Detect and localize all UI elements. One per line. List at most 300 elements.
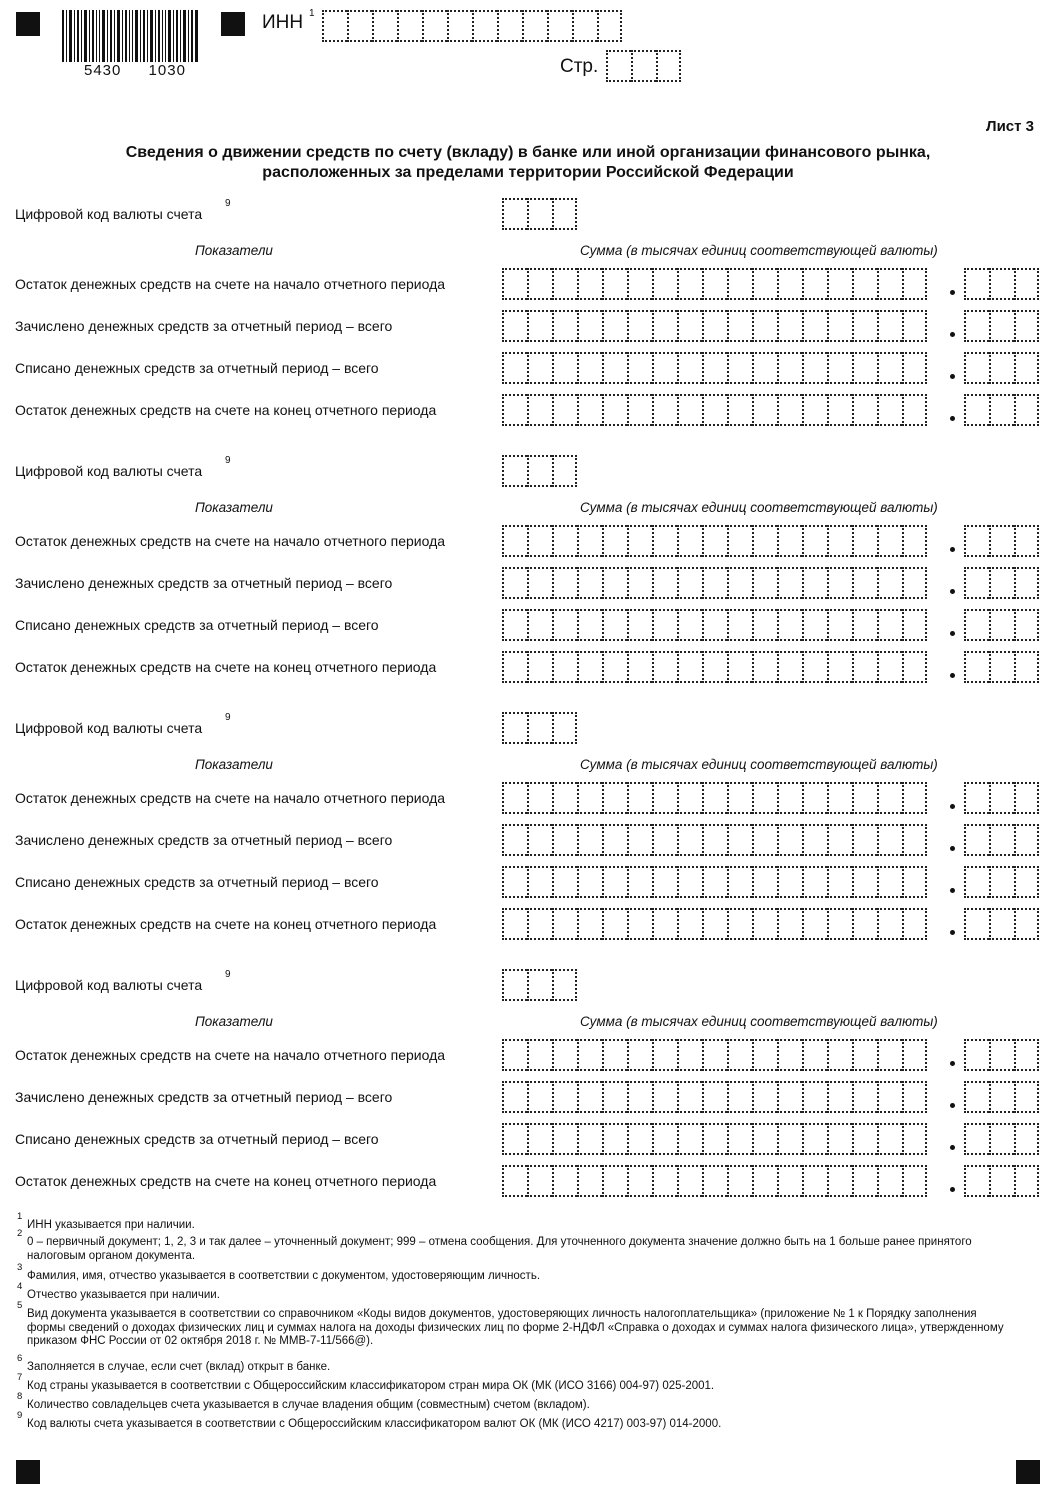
char-cell[interactable]: [752, 1081, 777, 1113]
char-cell[interactable]: [602, 310, 627, 342]
char-cell[interactable]: [702, 1039, 727, 1071]
char-cell[interactable]: [964, 1123, 989, 1155]
char-cell[interactable]: [472, 10, 497, 42]
char-cell[interactable]: [877, 609, 902, 641]
char-cell[interactable]: [877, 824, 902, 856]
char-cell[interactable]: [502, 310, 527, 342]
char-cell[interactable]: [827, 394, 852, 426]
char-cell[interactable]: [572, 10, 597, 42]
char-cell[interactable]: [527, 567, 552, 599]
char-cell[interactable]: [502, 712, 527, 744]
char-cell[interactable]: [727, 866, 752, 898]
char-cell[interactable]: [727, 394, 752, 426]
char-cell[interactable]: [727, 1123, 752, 1155]
amount-fraction-field[interactable]: [964, 824, 1039, 856]
char-cell[interactable]: [1014, 1165, 1039, 1197]
char-cell[interactable]: [677, 394, 702, 426]
char-cell[interactable]: [652, 525, 677, 557]
char-cell[interactable]: [802, 1039, 827, 1071]
char-cell[interactable]: [777, 866, 802, 898]
char-cell[interactable]: [1014, 1081, 1039, 1113]
char-cell[interactable]: [602, 525, 627, 557]
amount-fraction-field[interactable]: [964, 1081, 1039, 1113]
char-cell[interactable]: [827, 651, 852, 683]
char-cell[interactable]: [497, 10, 522, 42]
char-cell[interactable]: [702, 609, 727, 641]
amount-fraction-field[interactable]: [964, 1039, 1039, 1071]
char-cell[interactable]: [852, 310, 877, 342]
amount-integer-field[interactable]: [502, 651, 927, 683]
char-cell[interactable]: [677, 1039, 702, 1071]
char-cell[interactable]: [527, 908, 552, 940]
char-cell[interactable]: [777, 310, 802, 342]
char-cell[interactable]: [964, 1039, 989, 1071]
char-cell[interactable]: [677, 824, 702, 856]
char-cell[interactable]: [602, 352, 627, 384]
char-cell[interactable]: [802, 567, 827, 599]
char-cell[interactable]: [702, 824, 727, 856]
char-cell[interactable]: [577, 1123, 602, 1155]
char-cell[interactable]: [877, 866, 902, 898]
char-cell[interactable]: [827, 1123, 852, 1155]
char-cell[interactable]: [727, 782, 752, 814]
char-cell[interactable]: [502, 567, 527, 599]
char-cell[interactable]: [597, 10, 622, 42]
char-cell[interactable]: [552, 567, 577, 599]
char-cell[interactable]: [1014, 908, 1039, 940]
char-cell[interactable]: [852, 908, 877, 940]
char-cell[interactable]: [727, 908, 752, 940]
char-cell[interactable]: [964, 609, 989, 641]
char-cell[interactable]: [502, 609, 527, 641]
char-cell[interactable]: [802, 824, 827, 856]
amount-fraction-field[interactable]: [964, 609, 1039, 641]
char-cell[interactable]: [652, 1039, 677, 1071]
char-cell[interactable]: [727, 824, 752, 856]
char-cell[interactable]: [802, 1081, 827, 1113]
char-cell[interactable]: [964, 1081, 989, 1113]
char-cell[interactable]: [552, 352, 577, 384]
char-cell[interactable]: [989, 567, 1014, 599]
char-cell[interactable]: [527, 1123, 552, 1155]
char-cell[interactable]: [877, 651, 902, 683]
amount-fraction-field[interactable]: [964, 394, 1039, 426]
char-cell[interactable]: [902, 352, 927, 384]
char-cell[interactable]: [527, 310, 552, 342]
char-cell[interactable]: [902, 1081, 927, 1113]
char-cell[interactable]: [989, 1039, 1014, 1071]
char-cell[interactable]: [827, 525, 852, 557]
char-cell[interactable]: [502, 352, 527, 384]
char-cell[interactable]: [577, 609, 602, 641]
char-cell[interactable]: [964, 394, 989, 426]
char-cell[interactable]: [902, 394, 927, 426]
char-cell[interactable]: [902, 908, 927, 940]
char-cell[interactable]: [827, 782, 852, 814]
char-cell[interactable]: [577, 651, 602, 683]
char-cell[interactable]: [777, 268, 802, 300]
char-cell[interactable]: [877, 1165, 902, 1197]
char-cell[interactable]: [322, 10, 347, 42]
char-cell[interactable]: [777, 824, 802, 856]
char-cell[interactable]: [522, 10, 547, 42]
char-cell[interactable]: [989, 651, 1014, 683]
char-cell[interactable]: [989, 782, 1014, 814]
char-cell[interactable]: [902, 609, 927, 641]
page-number-field[interactable]: [606, 50, 681, 82]
amount-integer-field[interactable]: [502, 1123, 927, 1155]
char-cell[interactable]: [752, 310, 777, 342]
amount-fraction-field[interactable]: [964, 1123, 1039, 1155]
char-cell[interactable]: [602, 567, 627, 599]
char-cell[interactable]: [422, 10, 447, 42]
char-cell[interactable]: [827, 310, 852, 342]
char-cell[interactable]: [964, 908, 989, 940]
char-cell[interactable]: [527, 824, 552, 856]
char-cell[interactable]: [652, 866, 677, 898]
amount-integer-field[interactable]: [502, 1039, 927, 1071]
currency-code-field[interactable]: [502, 969, 577, 1001]
char-cell[interactable]: [627, 866, 652, 898]
char-cell[interactable]: [602, 1165, 627, 1197]
char-cell[interactable]: [964, 651, 989, 683]
char-cell[interactable]: [577, 394, 602, 426]
char-cell[interactable]: [827, 1165, 852, 1197]
char-cell[interactable]: [727, 310, 752, 342]
char-cell[interactable]: [1014, 352, 1039, 384]
char-cell[interactable]: [677, 352, 702, 384]
char-cell[interactable]: [902, 525, 927, 557]
char-cell[interactable]: [627, 268, 652, 300]
amount-integer-field[interactable]: [502, 908, 927, 940]
char-cell[interactable]: [552, 394, 577, 426]
char-cell[interactable]: [577, 525, 602, 557]
char-cell[interactable]: [502, 455, 527, 487]
char-cell[interactable]: [677, 525, 702, 557]
char-cell[interactable]: [577, 310, 602, 342]
char-cell[interactable]: [902, 1165, 927, 1197]
char-cell[interactable]: [802, 310, 827, 342]
char-cell[interactable]: [752, 1039, 777, 1071]
char-cell[interactable]: [627, 782, 652, 814]
char-cell[interactable]: [677, 651, 702, 683]
char-cell[interactable]: [1014, 1039, 1039, 1071]
amount-integer-field[interactable]: [502, 525, 927, 557]
currency-code-field[interactable]: [502, 455, 577, 487]
char-cell[interactable]: [802, 866, 827, 898]
char-cell[interactable]: [552, 525, 577, 557]
char-cell[interactable]: [1014, 268, 1039, 300]
char-cell[interactable]: [902, 310, 927, 342]
char-cell[interactable]: [802, 609, 827, 641]
char-cell[interactable]: [989, 1123, 1014, 1155]
char-cell[interactable]: [1014, 525, 1039, 557]
char-cell[interactable]: [989, 310, 1014, 342]
char-cell[interactable]: [502, 651, 527, 683]
char-cell[interactable]: [602, 268, 627, 300]
char-cell[interactable]: [827, 567, 852, 599]
char-cell[interactable]: [397, 10, 422, 42]
char-cell[interactable]: [527, 268, 552, 300]
char-cell[interactable]: [627, 352, 652, 384]
char-cell[interactable]: [702, 310, 727, 342]
char-cell[interactable]: [527, 969, 552, 1001]
char-cell[interactable]: [777, 782, 802, 814]
char-cell[interactable]: [552, 268, 577, 300]
char-cell[interactable]: [852, 525, 877, 557]
char-cell[interactable]: [502, 1123, 527, 1155]
char-cell[interactable]: [552, 455, 577, 487]
char-cell[interactable]: [627, 651, 652, 683]
char-cell[interactable]: [502, 268, 527, 300]
char-cell[interactable]: [752, 567, 777, 599]
char-cell[interactable]: [752, 352, 777, 384]
char-cell[interactable]: [827, 824, 852, 856]
char-cell[interactable]: [852, 782, 877, 814]
char-cell[interactable]: [552, 651, 577, 683]
char-cell[interactable]: [677, 609, 702, 641]
char-cell[interactable]: [777, 567, 802, 599]
char-cell[interactable]: [652, 908, 677, 940]
char-cell[interactable]: [627, 525, 652, 557]
char-cell[interactable]: [964, 1165, 989, 1197]
char-cell[interactable]: [877, 1039, 902, 1071]
char-cell[interactable]: [447, 10, 472, 42]
char-cell[interactable]: [677, 567, 702, 599]
char-cell[interactable]: [602, 1039, 627, 1071]
char-cell[interactable]: [372, 10, 397, 42]
char-cell[interactable]: [552, 908, 577, 940]
char-cell[interactable]: [677, 908, 702, 940]
char-cell[interactable]: [802, 352, 827, 384]
char-cell[interactable]: [1014, 310, 1039, 342]
char-cell[interactable]: [602, 1081, 627, 1113]
char-cell[interactable]: [752, 1123, 777, 1155]
char-cell[interactable]: [347, 10, 372, 42]
amount-fraction-field[interactable]: [964, 310, 1039, 342]
char-cell[interactable]: [852, 352, 877, 384]
char-cell[interactable]: [627, 1165, 652, 1197]
char-cell[interactable]: [577, 908, 602, 940]
char-cell[interactable]: [602, 609, 627, 641]
char-cell[interactable]: [677, 1165, 702, 1197]
char-cell[interactable]: [727, 1081, 752, 1113]
char-cell[interactable]: [727, 567, 752, 599]
char-cell[interactable]: [606, 50, 631, 82]
char-cell[interactable]: [777, 1165, 802, 1197]
char-cell[interactable]: [577, 866, 602, 898]
char-cell[interactable]: [577, 782, 602, 814]
char-cell[interactable]: [652, 268, 677, 300]
char-cell[interactable]: [777, 1039, 802, 1071]
char-cell[interactable]: [964, 310, 989, 342]
char-cell[interactable]: [527, 866, 552, 898]
char-cell[interactable]: [627, 567, 652, 599]
char-cell[interactable]: [964, 525, 989, 557]
char-cell[interactable]: [902, 866, 927, 898]
char-cell[interactable]: [702, 268, 727, 300]
char-cell[interactable]: [652, 352, 677, 384]
char-cell[interactable]: [552, 969, 577, 1001]
char-cell[interactable]: [827, 352, 852, 384]
char-cell[interactable]: [677, 1081, 702, 1113]
char-cell[interactable]: [702, 1165, 727, 1197]
char-cell[interactable]: [602, 394, 627, 426]
char-cell[interactable]: [777, 908, 802, 940]
char-cell[interactable]: [652, 1081, 677, 1113]
char-cell[interactable]: [727, 1165, 752, 1197]
char-cell[interactable]: [802, 268, 827, 300]
char-cell[interactable]: [802, 651, 827, 683]
char-cell[interactable]: [752, 268, 777, 300]
currency-code-field[interactable]: [502, 712, 577, 744]
char-cell[interactable]: [552, 1081, 577, 1113]
char-cell[interactable]: [702, 782, 727, 814]
char-cell[interactable]: [964, 824, 989, 856]
char-cell[interactable]: [777, 525, 802, 557]
char-cell[interactable]: [989, 824, 1014, 856]
char-cell[interactable]: [527, 1165, 552, 1197]
char-cell[interactable]: [827, 609, 852, 641]
char-cell[interactable]: [577, 1081, 602, 1113]
char-cell[interactable]: [877, 1081, 902, 1113]
char-cell[interactable]: [502, 394, 527, 426]
char-cell[interactable]: [727, 1039, 752, 1071]
char-cell[interactable]: [852, 1081, 877, 1113]
char-cell[interactable]: [902, 651, 927, 683]
char-cell[interactable]: [627, 310, 652, 342]
char-cell[interactable]: [702, 394, 727, 426]
char-cell[interactable]: [964, 268, 989, 300]
char-cell[interactable]: [802, 908, 827, 940]
char-cell[interactable]: [652, 310, 677, 342]
char-cell[interactable]: [652, 1165, 677, 1197]
char-cell[interactable]: [552, 310, 577, 342]
char-cell[interactable]: [631, 50, 656, 82]
char-cell[interactable]: [877, 567, 902, 599]
inn-field[interactable]: [322, 10, 622, 42]
char-cell[interactable]: [577, 567, 602, 599]
char-cell[interactable]: [527, 712, 552, 744]
char-cell[interactable]: [652, 651, 677, 683]
char-cell[interactable]: [577, 268, 602, 300]
amount-integer-field[interactable]: [502, 782, 927, 814]
char-cell[interactable]: [752, 1165, 777, 1197]
char-cell[interactable]: [702, 525, 727, 557]
char-cell[interactable]: [502, 525, 527, 557]
char-cell[interactable]: [752, 866, 777, 898]
char-cell[interactable]: [702, 352, 727, 384]
amount-fraction-field[interactable]: [964, 352, 1039, 384]
char-cell[interactable]: [752, 609, 777, 641]
amount-fraction-field[interactable]: [964, 1165, 1039, 1197]
char-cell[interactable]: [827, 866, 852, 898]
char-cell[interactable]: [964, 866, 989, 898]
char-cell[interactable]: [852, 1123, 877, 1155]
amount-fraction-field[interactable]: [964, 782, 1039, 814]
char-cell[interactable]: [727, 651, 752, 683]
char-cell[interactable]: [627, 1123, 652, 1155]
amount-fraction-field[interactable]: [964, 651, 1039, 683]
amount-integer-field[interactable]: [502, 609, 927, 641]
char-cell[interactable]: [989, 609, 1014, 641]
char-cell[interactable]: [502, 824, 527, 856]
char-cell[interactable]: [627, 609, 652, 641]
char-cell[interactable]: [652, 394, 677, 426]
char-cell[interactable]: [902, 268, 927, 300]
char-cell[interactable]: [902, 1123, 927, 1155]
char-cell[interactable]: [727, 525, 752, 557]
char-cell[interactable]: [502, 866, 527, 898]
char-cell[interactable]: [752, 824, 777, 856]
char-cell[interactable]: [802, 1165, 827, 1197]
char-cell[interactable]: [802, 525, 827, 557]
char-cell[interactable]: [1014, 866, 1039, 898]
char-cell[interactable]: [552, 866, 577, 898]
char-cell[interactable]: [877, 525, 902, 557]
char-cell[interactable]: [702, 1081, 727, 1113]
char-cell[interactable]: [852, 567, 877, 599]
char-cell[interactable]: [552, 1039, 577, 1071]
char-cell[interactable]: [827, 268, 852, 300]
char-cell[interactable]: [902, 824, 927, 856]
char-cell[interactable]: [502, 1081, 527, 1113]
amount-integer-field[interactable]: [502, 824, 927, 856]
char-cell[interactable]: [1014, 394, 1039, 426]
amount-fraction-field[interactable]: [964, 866, 1039, 898]
char-cell[interactable]: [802, 1123, 827, 1155]
char-cell[interactable]: [602, 651, 627, 683]
char-cell[interactable]: [602, 866, 627, 898]
char-cell[interactable]: [727, 268, 752, 300]
char-cell[interactable]: [852, 268, 877, 300]
char-cell[interactable]: [752, 908, 777, 940]
char-cell[interactable]: [1014, 567, 1039, 599]
char-cell[interactable]: [652, 609, 677, 641]
char-cell[interactable]: [1014, 782, 1039, 814]
char-cell[interactable]: [527, 651, 552, 683]
char-cell[interactable]: [989, 1165, 1014, 1197]
char-cell[interactable]: [502, 1165, 527, 1197]
char-cell[interactable]: [777, 352, 802, 384]
char-cell[interactable]: [527, 782, 552, 814]
char-cell[interactable]: [989, 525, 1014, 557]
char-cell[interactable]: [602, 908, 627, 940]
char-cell[interactable]: [827, 1039, 852, 1071]
char-cell[interactable]: [577, 352, 602, 384]
char-cell[interactable]: [752, 525, 777, 557]
char-cell[interactable]: [702, 908, 727, 940]
char-cell[interactable]: [877, 268, 902, 300]
char-cell[interactable]: [1014, 1123, 1039, 1155]
char-cell[interactable]: [1014, 609, 1039, 641]
char-cell[interactable]: [702, 567, 727, 599]
char-cell[interactable]: [652, 782, 677, 814]
char-cell[interactable]: [627, 1039, 652, 1071]
char-cell[interactable]: [727, 352, 752, 384]
char-cell[interactable]: [752, 782, 777, 814]
char-cell[interactable]: [602, 824, 627, 856]
char-cell[interactable]: [827, 908, 852, 940]
char-cell[interactable]: [627, 394, 652, 426]
char-cell[interactable]: [702, 651, 727, 683]
char-cell[interactable]: [552, 712, 577, 744]
char-cell[interactable]: [989, 908, 1014, 940]
amount-integer-field[interactable]: [502, 1081, 927, 1113]
char-cell[interactable]: [527, 352, 552, 384]
char-cell[interactable]: [527, 1039, 552, 1071]
char-cell[interactable]: [852, 1165, 877, 1197]
